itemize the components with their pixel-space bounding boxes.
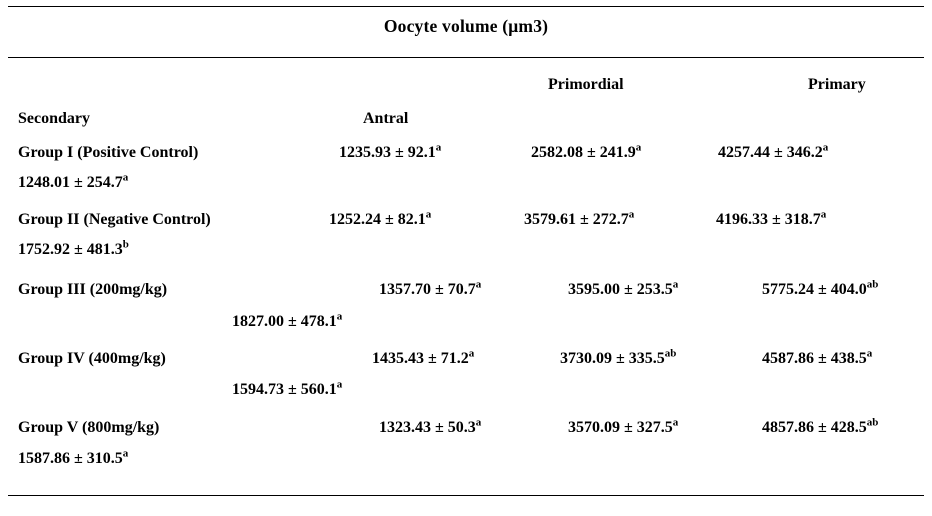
cell-superscript: a: [425, 208, 432, 221]
cell-value: 1357.70 ± 70.7: [379, 281, 476, 298]
table-cell-antral: [379, 416, 482, 437]
cell-value: 3595.00 ± 253.5: [568, 281, 673, 298]
table-header-rule: [8, 57, 924, 58]
cell-superscript: a: [672, 416, 679, 429]
cell-value: 3570.09 ± 327.5: [568, 419, 673, 436]
cell-superscript: a: [672, 278, 679, 291]
table-top-rule: [8, 6, 924, 7]
column-header-secondary: Secondary: [18, 110, 90, 127]
table-row-label: Group IV (400mg/kg): [18, 350, 166, 367]
cell-value: 1752.92 ± 481.3: [18, 241, 123, 258]
column-header-primordial: Primordial: [548, 76, 624, 93]
cell-value: 4587.86 ± 438.5: [762, 350, 867, 367]
table-cell-primordial: [524, 208, 635, 229]
table-row-label: Group I (Positive Control): [18, 144, 199, 161]
table-cell-secondary: [18, 447, 129, 468]
table-cell-primary: [762, 347, 873, 368]
cell-value: 4257.44 ± 346.2: [718, 144, 823, 161]
table-row-label: Group V (800mg/kg): [18, 419, 160, 436]
cell-value: 1435.43 ± 71.2: [372, 350, 469, 367]
cell-value: 1594.73 ± 560.1: [232, 381, 337, 398]
cell-superscript: a: [635, 141, 642, 154]
cell-value: 1252.24 ± 82.1: [329, 211, 426, 228]
cell-value: 1235.93 ± 92.1: [339, 144, 436, 161]
cell-superscript: a: [628, 208, 635, 221]
cell-value: 3579.61 ± 272.7: [524, 211, 629, 228]
cell-superscript: a: [122, 171, 129, 184]
table-row-label: Group III (200mg/kg): [18, 281, 168, 298]
table-row-label: Group II (Negative Control): [18, 211, 211, 228]
table-cell-antral: [379, 278, 482, 299]
table-cell-primary: [716, 208, 827, 229]
table-cell-primordial: [568, 416, 679, 437]
cell-superscript: ab: [664, 347, 677, 360]
table-cell-primordial: [560, 347, 677, 368]
cell-superscript: a: [468, 347, 475, 360]
table-cell-antral: [329, 208, 432, 229]
table-cell-primary: [762, 416, 879, 437]
cell-superscript: a: [475, 278, 482, 291]
cell-value: 4196.33 ± 318.7: [716, 211, 821, 228]
table-cell-secondary: [232, 378, 343, 399]
table-title: Oocyte volume (μm3): [383, 16, 549, 36]
cell-value: 1323.43 ± 50.3: [379, 419, 476, 436]
cell-superscript: a: [866, 347, 873, 360]
cell-value: 5775.24 ± 404.0: [762, 281, 867, 298]
cell-value: 1248.01 ± 254.7: [18, 174, 123, 191]
cell-superscript: a: [336, 378, 343, 391]
table-cell-antral: [339, 141, 442, 162]
table-cell-primary: [762, 278, 879, 299]
cell-value: 1827.00 ± 478.1: [232, 313, 337, 330]
column-header-primary: Primary: [808, 76, 866, 93]
cell-value: 1587.86 ± 310.5: [18, 450, 123, 467]
column-header-antral: Antral: [363, 110, 409, 127]
cell-superscript: ab: [866, 278, 879, 291]
table-cell-primordial: [568, 278, 679, 299]
table-cell-secondary: [232, 310, 343, 331]
cell-superscript: a: [822, 141, 829, 154]
cell-superscript: a: [820, 208, 827, 221]
table-cell-secondary: [18, 238, 129, 259]
table-cell-antral: [372, 347, 475, 368]
cell-value: 3730.09 ± 335.5: [560, 350, 665, 367]
cell-superscript: a: [435, 141, 442, 154]
cell-superscript: a: [336, 310, 343, 323]
cell-value: 4857.86 ± 428.5: [762, 419, 867, 436]
cell-superscript: ab: [866, 416, 879, 429]
table-cell-secondary: [18, 171, 129, 192]
table-bottom-rule: [8, 495, 924, 496]
cell-superscript: a: [122, 447, 129, 460]
table-cell-primordial: [531, 141, 642, 162]
cell-superscript: a: [475, 416, 482, 429]
cell-superscript: b: [122, 238, 129, 251]
table-cell-primary: [718, 141, 829, 162]
cell-value: 2582.08 ± 241.9: [531, 144, 636, 161]
